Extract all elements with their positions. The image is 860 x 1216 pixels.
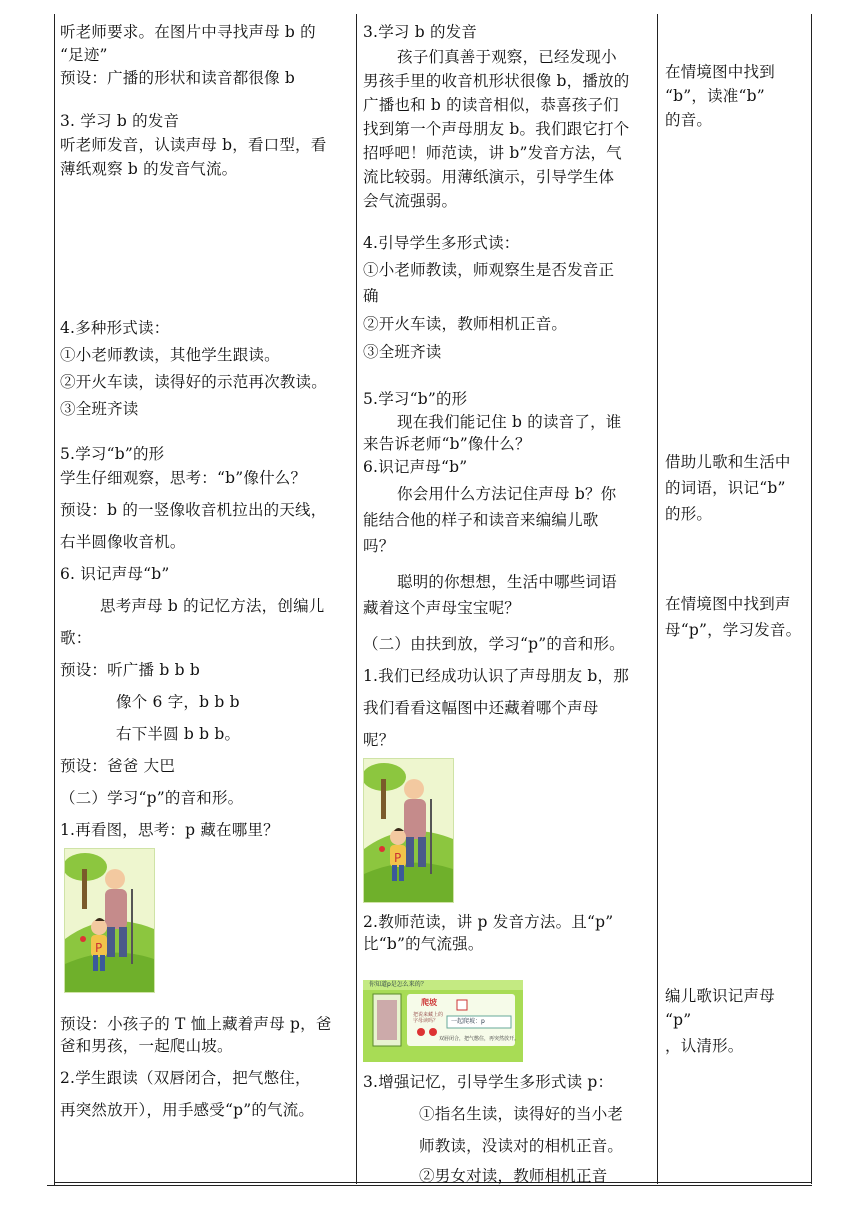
text-line: “足迹” (60, 46, 108, 64)
text-line: 1.再看图，思考：p 藏在哪里？ (60, 821, 279, 839)
text-line: 的词语，识记“b” (665, 479, 786, 497)
section-heading: 4.引导学生多形式读： (363, 234, 520, 252)
text-line: 预设：小孩子的 T 恤上藏着声母 p，爸 (60, 1015, 332, 1033)
text-line: 师教读，没读对的相机正音。 (419, 1137, 624, 1155)
column-divider-1 (356, 14, 357, 1184)
text-line: 在情境图中找到声 (665, 595, 791, 613)
slide-phrase: 一起爬坡：p (451, 1018, 485, 1025)
column-divider-2 (657, 14, 658, 1184)
section-heading: 3. 学习 b 的发音 (60, 112, 180, 130)
text-line: 聪明的你想想，生活中哪些词语 (397, 573, 617, 591)
text-line: 来告诉老师“b”像什么？ (363, 435, 531, 453)
text-line: ①指名生读，读得好的当小老 (419, 1105, 624, 1123)
text-line: 学生仔细观察，思考：“b”像什么？ (60, 469, 307, 487)
text-line: 3.增强记忆，引导学生多形式读 p： (363, 1073, 614, 1091)
text-line: ②开火车读，读得好的示范再次教读。 (60, 373, 327, 391)
text-line: 孩子们真善于观察，已经发现小 (397, 48, 617, 66)
text-line: 的形。 (665, 505, 713, 523)
section-heading: 4.多种形式读： (60, 319, 170, 337)
slide-bottom-text: 双唇闭合，把气憋住，再突然放开。 (439, 1036, 520, 1042)
text-line: 听老师要求。在图片中寻找声母 b 的 (60, 23, 316, 41)
text-line: 预设：广播的形状和读音都很像 b (60, 69, 296, 87)
text-line: 右下半圆 b b b。 (116, 725, 241, 743)
section-heading: 3.学习 b 的发音 (363, 23, 478, 41)
text-line: 2.教师范读，讲 p 发音方法。且“p” (363, 913, 614, 931)
text-line: “b”，读准“b” (665, 87, 765, 105)
text-line: ③全班齐读 (363, 343, 442, 361)
table-border-left (54, 14, 55, 1186)
text-line: 能结合他的样子和读音来编编儿歌 (363, 511, 599, 529)
text-line: 预设：b 的一竖像收音机拉出的天线， (60, 501, 327, 519)
text-line: 确 (363, 287, 379, 305)
text-line: 预设：爸爸 大巴 (60, 757, 176, 775)
section-heading: 5.学习“b”的形 (60, 445, 165, 463)
hiking-scene-image (64, 848, 155, 993)
text-line: 比“b”的气流强。 (363, 935, 484, 953)
text-line: 预设：听广播 b b b (60, 661, 200, 679)
lesson-plan-table (47, 14, 860, 1186)
text-line: 右半圆像收音机。 (60, 533, 186, 551)
text-line: 我们看看这幅图中还藏着哪个声母 (363, 699, 599, 717)
text-line: ，认清形。 (665, 1037, 744, 1055)
text-line: 吗？ (363, 537, 395, 555)
text-line: 编儿歌识记声母 (665, 987, 775, 1005)
section-heading: 6.识记声母“b” (363, 458, 468, 476)
text-line: ①小老师教读，其他学生跟读。 (60, 346, 280, 364)
text-line: 薄纸观察 b 的发音气流。 (60, 160, 238, 178)
text-line: 的音。 (665, 111, 713, 129)
text-line: 1.我们已经成功认识了声母朋友 b，那 (363, 667, 629, 685)
text-line: 听老师发音，认读声母 b，看口型，看 (60, 136, 327, 154)
text-line: 会气流强弱。 (363, 192, 458, 210)
text-line: 像个 6 字，b b b (116, 693, 240, 711)
section-heading: （二）由扶到放，学习“p”的音和形。 (363, 635, 625, 653)
svg-text:P: P (394, 851, 402, 865)
text-line: 2.学生跟读（双唇闭合，把气憋住， (60, 1069, 311, 1087)
text-line: 找到第一个声母朋友 b。我们跟它打个 (363, 120, 630, 138)
p-lesson-slide-image (363, 980, 523, 1062)
text-line: 藏着这个声母宝宝呢？ (363, 599, 521, 617)
slide-title: 爬坡 (421, 998, 437, 1007)
text-line: 你会用什么方法记住声母 b？你 (397, 485, 617, 503)
section-heading: 6. 识记声母“b” (60, 565, 170, 583)
text-line: ③全班齐读 (60, 400, 139, 418)
text-line: 母“p”，学习发音。 (665, 621, 802, 639)
text-line: 借助儿歌和生活中 (665, 453, 791, 471)
text-line: “p” (665, 1011, 692, 1029)
svg-text:P: P (95, 941, 103, 955)
text-line: 招呼吧！师范读，讲 b”发音方法，气 (363, 144, 622, 162)
text-line: 爸和男孩，一起爬山坡。 (60, 1037, 233, 1055)
slide-hint: 把说来藏上的 字母读吗？ (413, 1012, 444, 1024)
text-line: ①小老师教读，师观察生是否发音正 (363, 261, 615, 279)
text-line: 歌： (60, 629, 92, 647)
text-line: 再突然放开），用手感受“p”的气流。 (60, 1101, 315, 1119)
text-line: 现在我们能记住 b 的读音了，谁 (397, 413, 622, 431)
text-line: 在情境图中找到 (665, 63, 775, 81)
hiking-scene-image (363, 758, 454, 903)
text-line: ②开火车读，教师相机正音。 (363, 315, 568, 333)
text-line: 流比较弱。用薄纸演示，引导学生体 (363, 168, 615, 186)
slide-top-text: 你知道p是怎么来的？ (369, 981, 427, 988)
section-heading: 5.学习“b”的形 (363, 390, 468, 408)
text-line: 男孩手里的收音机形状很像 b，播放的 (363, 72, 630, 90)
text-line: 思考声母 b 的记忆方法，创编儿 (100, 597, 325, 615)
text-line: 呢？ (363, 731, 395, 749)
table-border-right (811, 14, 812, 1184)
section-heading: （二）学习“p”的音和形。 (60, 789, 244, 807)
text-line: 广播也和 b 的读音相似，恭喜孩子们 (363, 96, 619, 114)
text-line: ②男女对读，教师相机正音 (419, 1167, 608, 1185)
